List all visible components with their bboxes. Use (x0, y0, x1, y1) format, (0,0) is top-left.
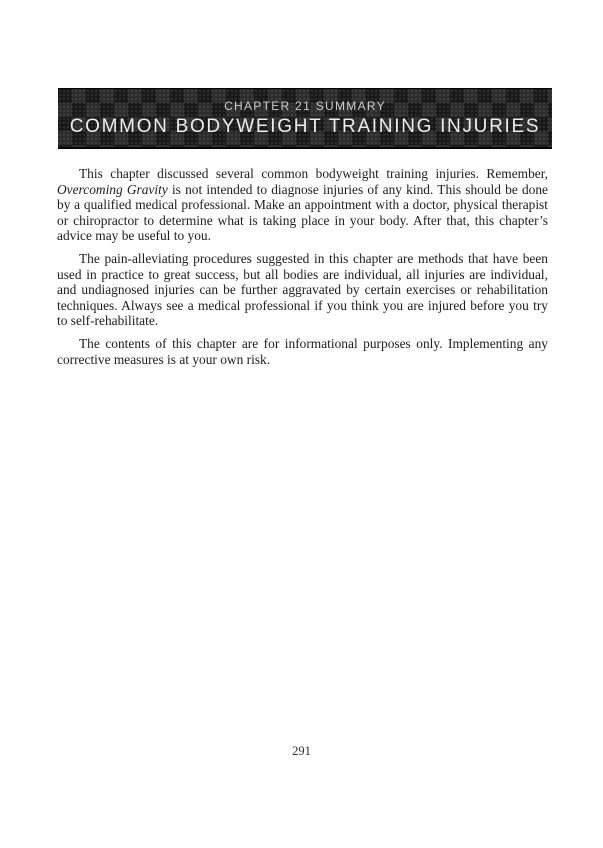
paragraph-intro-pre: This chapter discussed several common bodyweight training injuries. Remember, (79, 166, 548, 181)
book-title-italic: Overcoming Gravity (57, 181, 168, 197)
paragraph-caution: The pain-alleviating procedures suggested in this chapter are methods that have been used in practice to great success, but all bodies are individual, all injuries are individual, and undiagnosed injuries can be further aggravated by certain exercises or rehabilitation techniques. Always see a medical professional if you think you are injured before you try to self-rehabilitate. (57, 250, 548, 329)
page-body (57, 166, 548, 374)
chapter-summary-banner (58, 88, 552, 149)
page-number: 291 (292, 744, 311, 758)
paragraph-intro-post: is not intended to diagnose injuries of any kind. This should be done by a qualified medical professional. Make an appointment with a doctor, physical therapist or chiropractor to determine what is taking place in your body. After that, this chapter’s advice may be useful to you. (57, 181, 548, 244)
paragraph-disclaimer: The contents of this chapter are for informational purposes only. Implementing any corrective measures is at your own risk. (57, 335, 548, 367)
paragraph-intro (57, 166, 548, 244)
chapter-kicker: CHAPTER 21 SUMMARY (224, 98, 386, 113)
chapter-title: COMMON BODYWEIGHT TRAINING INJURIES (69, 115, 541, 137)
